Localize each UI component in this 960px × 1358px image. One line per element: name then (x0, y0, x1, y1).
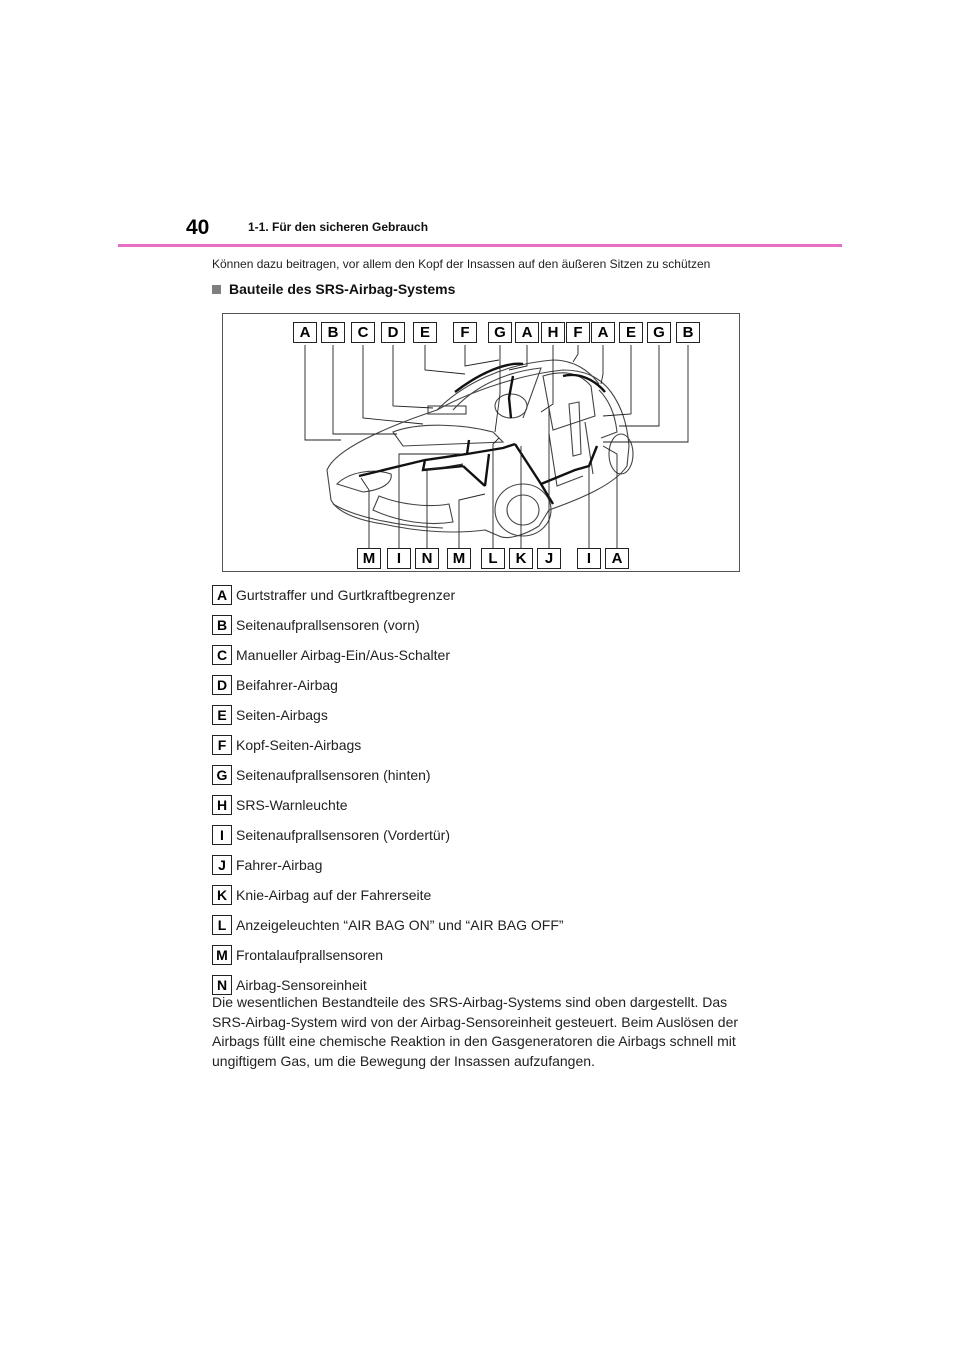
car-body-outline (327, 370, 629, 538)
side-window (543, 373, 595, 430)
section-title: 1-1. Für den sicheren Gebrauch (248, 220, 429, 234)
legend-key: B (212, 615, 232, 635)
bottom-callout-label: I (387, 548, 411, 569)
leader-top-E1 (425, 345, 465, 374)
legend-item (212, 670, 564, 700)
legend-item (212, 910, 564, 940)
subheading-text: Bauteile des SRS-Airbag-Systems (229, 281, 456, 297)
dashboard (393, 425, 503, 446)
leader-top-A2 (509, 345, 527, 370)
legend-text: Manueller Airbag-Ein/Aus-Schalter (236, 647, 450, 663)
legend-key: L (212, 915, 232, 935)
leader-top-B2 (603, 345, 688, 442)
top-callout-label: G (647, 322, 671, 343)
legend-item (212, 790, 564, 820)
legend-text: Anzeigeleuchten “AIR BAG ON” und “AIR BAG OFF” (236, 917, 564, 933)
legend-key: H (212, 795, 232, 815)
legend-key: G (212, 765, 232, 785)
legend-text: Seitenaufprallsensoren (vorn) (236, 617, 420, 633)
front-wheel-rim (507, 495, 539, 525)
body-paragraph: Die wesentlichen Bestandteile des SRS-Airbag-Systems sind oben dargestellt. Das SRS-Airbag-System wird von der Airbag-Sensoreinheit gesteuert. Beim Auslösen der Airbags füllt eine chemische Reaktion in den Gasgeneratoren die Airbags schnell mit ungiftigem Gas, um die Bewegung der Insassen aufzufangen. (212, 994, 739, 1069)
legend-text: Fahrer-Airbag (236, 857, 323, 873)
legend-item (212, 820, 564, 850)
legend-text: Gurtstraffer und Gurtkraftbegrenzer (236, 587, 456, 603)
bottom-callout-label: K (509, 548, 533, 569)
legend-item (212, 880, 564, 910)
top-callout-label: C (351, 322, 375, 343)
leader-top-G1 (495, 345, 500, 432)
front-pillar-wire (509, 376, 513, 418)
square-bullet-icon (212, 285, 221, 294)
legend-text: SRS-Warnleuchte (236, 797, 348, 813)
legend-item (212, 580, 564, 610)
rear-wheel (609, 434, 633, 474)
leader-top-F1 (465, 345, 499, 366)
srs-airbag-figure (222, 313, 740, 572)
top-callout-label: A (515, 322, 539, 343)
legend-key: J (212, 855, 232, 875)
legend-text: Seitenaufprallsensoren (hinten) (236, 767, 431, 783)
bottom-callout-label: I (577, 548, 601, 569)
legend-key: D (212, 675, 232, 695)
leader-top-D (393, 345, 433, 408)
top-callout-label: E (619, 322, 643, 343)
top-callout-label: E (413, 322, 437, 343)
legend-key: C (212, 645, 232, 665)
bottom-callout-label: A (605, 548, 629, 569)
page-number: 40 (186, 216, 210, 239)
legend-text: Knie-Airbag auf der Fahrerseite (236, 887, 432, 903)
legend-item (212, 640, 564, 670)
header-rule (118, 244, 842, 247)
intro-text: Können dazu beitragen, vor allem den Kopf der Insassen auf den äußeren Sitzen zu schützen (212, 257, 711, 271)
legend-text: Airbag-Sensoreinheit (236, 977, 367, 993)
leader-bottom-N (427, 464, 463, 550)
legend-item (212, 610, 564, 640)
bottom-callout-label: J (537, 548, 561, 569)
front-wheel (495, 484, 551, 536)
bottom-callout-label: N (415, 548, 439, 569)
leader-top-F2 (573, 345, 578, 362)
top-callout-label: B (676, 322, 700, 343)
component-legend (212, 580, 564, 1000)
leader-bottom-L (493, 438, 499, 550)
leader-top-G2 (619, 345, 659, 426)
bottom-callout-label: M (357, 548, 381, 569)
leader-top-E2 (603, 345, 631, 416)
seat-outline (569, 402, 581, 456)
subheading (212, 281, 455, 297)
legend-text: Kopf-Seiten-Airbags (236, 737, 362, 753)
legend-key: M (212, 945, 232, 965)
legend-key: K (212, 885, 232, 905)
leader-bottom-M1 (361, 478, 369, 550)
legend-text: Seitenaufprallsensoren (Vordertür) (236, 827, 451, 843)
legend-text: Frontalaufprallsensoren (236, 947, 384, 963)
top-callout-label: H (541, 322, 565, 343)
car-illustration (223, 314, 741, 573)
legend-item (212, 730, 564, 760)
top-callout-label: B (321, 322, 345, 343)
legend-item (212, 940, 564, 970)
grille-outline (373, 496, 453, 524)
leader-top-A3 (601, 345, 603, 384)
legend-key: F (212, 735, 232, 755)
top-callout-label: A (293, 322, 317, 343)
top-callout-label: D (381, 322, 405, 343)
bottom-callout-label: M (447, 548, 471, 569)
legend-item (212, 700, 564, 730)
top-callout-label: A (591, 322, 615, 343)
legend-key: E (212, 705, 232, 725)
legend-key: N (212, 975, 232, 995)
legend-text: Seiten-Airbags (236, 707, 328, 723)
legend-key: I (212, 825, 232, 845)
legend-item (212, 760, 564, 790)
top-callout-label: F (566, 322, 590, 343)
leader-top-A1 (305, 345, 341, 440)
leader-bottom-M2 (459, 494, 485, 550)
legend-text: Beifahrer-Airbag (236, 677, 338, 693)
legend-item (212, 850, 564, 880)
top-callout-label: G (488, 322, 512, 343)
top-callout-label: F (453, 322, 477, 343)
wiring-harness (359, 440, 597, 504)
passenger-airbag-module (428, 406, 466, 414)
legend-key: A (212, 585, 232, 605)
leader-top-H (541, 345, 553, 412)
bottom-callout-label: L (481, 548, 505, 569)
